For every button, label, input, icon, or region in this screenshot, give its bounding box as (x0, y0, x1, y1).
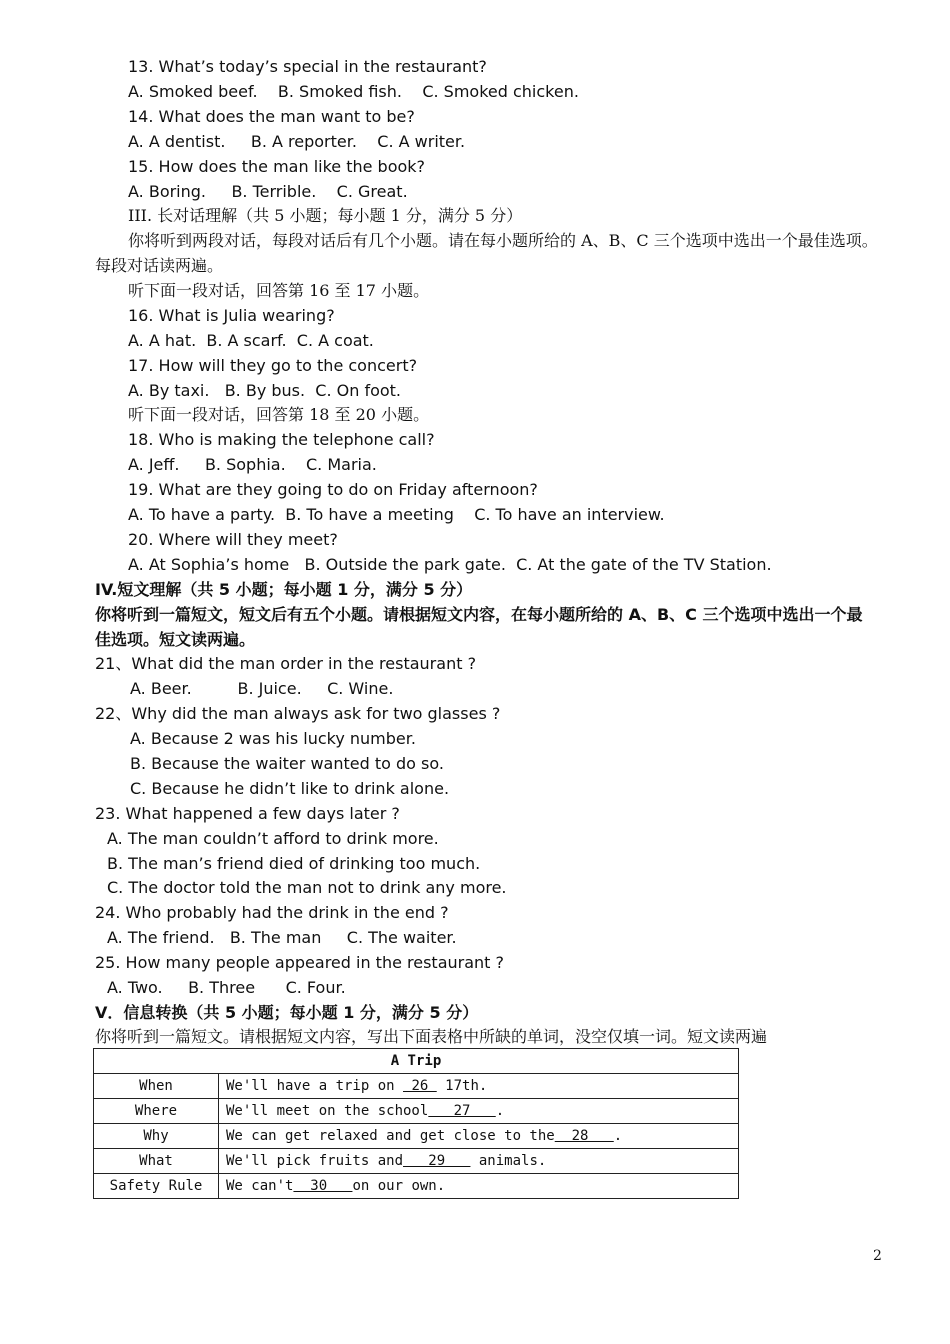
content-text: 17th. (436, 1078, 488, 1094)
table-row (94, 1099, 739, 1124)
text-line: 你将听到两段对话，每段对话后有几个小题。请在每小题所给的 A、B、C 三个选项中选出一个最佳选项。 (128, 231, 878, 250)
text-line: A. A dentist. B. A reporter. C. A writer. (128, 132, 466, 151)
text-line: A. Two. B. Three C. Four. (107, 978, 346, 997)
text-line: 每段对话读两遍。 (95, 256, 224, 275)
text-line: 23. What happened a few days later ? (95, 804, 400, 823)
row-label: Why (94, 1124, 219, 1149)
text-line: A. Because 2 was his lucky number. (130, 729, 416, 748)
row-content (219, 1124, 739, 1149)
row-label: What (94, 1149, 219, 1174)
table-title: A Trip (94, 1049, 739, 1074)
text-line: 你将听到一篇短文，短文后有五个小题。请根据短文内容，在每小题所给的 A、B、C 三个选项中选出一个最 (95, 605, 863, 624)
text-line: 18. Who is making the telephone call? (128, 430, 435, 449)
text-line: A. The man couldn’t afford to drink more. (107, 829, 439, 848)
text-line: 你将听到一篇短文。请根据短文内容，写出下面表格中所缺的单词，没空仅填一词。短文读两遍 (95, 1027, 768, 1046)
text-line: 13. What’s today’s special in the restaurant? (128, 57, 487, 76)
table-row (94, 1174, 739, 1199)
answer-blank: 28 (554, 1128, 614, 1144)
text-line: IV.短文理解（共 5 小题；每小题 1 分，满分 5 分） (95, 580, 473, 599)
text-line: B. Because the waiter wanted to do so. (130, 754, 444, 773)
content-text: animals. (470, 1153, 547, 1169)
table-row (94, 1149, 739, 1174)
text-line: C. The doctor told the man not to drink any more. (107, 878, 507, 897)
text-line: 佳选项。短文读两遍。 (95, 630, 256, 649)
content-text: We can't (226, 1178, 294, 1194)
text-line: 19. What are they going to do on Friday afternoon? (128, 480, 538, 499)
text-line: 14. What does the man want to be? (128, 107, 415, 126)
text-line: A. Boring. B. Terrible. C. Great. (128, 182, 408, 201)
row-label: Safety Rule (94, 1174, 219, 1199)
text-line: A. By taxi. B. By bus. C. On foot. (128, 381, 402, 400)
text-line: B. The man’s friend died of drinking too much. (107, 854, 481, 873)
text-line: C. Because he didn’t like to drink alone. (130, 779, 450, 798)
text-line: 25. How many people appeared in the restaurant ? (95, 953, 505, 972)
answer-blank: 26 (403, 1078, 437, 1094)
content-text: . (495, 1103, 505, 1119)
text-line: 17. How will they go to the concert? (128, 356, 418, 375)
content-text: We'll pick fruits and (226, 1153, 404, 1169)
content-text: We'll meet on the school (226, 1103, 429, 1119)
text-line: 15. How does the man like the book? (128, 157, 426, 176)
text-line: 听下面一段对话，回答第 16 至 17 小题。 (128, 281, 430, 300)
table-row (94, 1074, 739, 1099)
text-line: A. A hat. B. A scarf. C. A coat. (128, 331, 374, 350)
trip-info-table (93, 1048, 739, 1199)
content-text: We'll have a trip on (226, 1078, 404, 1094)
content-text: We can get relaxed and get close to the (226, 1128, 555, 1144)
row-label: Where (94, 1099, 219, 1124)
text-line: A. Smoked beef. B. Smoked fish. C. Smoked chicken. (128, 82, 579, 101)
answer-blank: 30 (293, 1178, 353, 1194)
text-line: III. 长对话理解（共 5 小题；每小题 1 分，满分 5 分） (128, 206, 523, 225)
text-line: 听下面一段对话，回答第 18 至 20 小题。 (128, 405, 430, 424)
text-line: 22、Why did the man always ask for two glasses ? (95, 704, 501, 723)
answer-blank: 29 (403, 1153, 471, 1169)
content-text: . (613, 1128, 623, 1144)
text-line: 16. What is Julia wearing? (128, 306, 335, 325)
row-label: When (94, 1074, 219, 1099)
text-line: 20. Where will they meet? (128, 530, 338, 549)
text-line: A. The friend. B. The man C. The waiter. (107, 928, 457, 947)
text-line: 24. Who probably had the drink in the end ? (95, 903, 449, 922)
answer-blank: 27 (428, 1103, 496, 1119)
row-content (219, 1149, 739, 1174)
text-line: A. Beer. B. Juice. C. Wine. (130, 679, 394, 698)
text-line: V．信息转换（共 5 小题；每小题 1 分，满分 5 分） (95, 1003, 479, 1022)
table-row (94, 1124, 739, 1149)
text-line: A. To have a party. B. To have a meeting C. To have an interview. (128, 505, 665, 524)
row-content (219, 1074, 739, 1099)
row-content (219, 1099, 739, 1124)
text-line: A. Jeff. B. Sophia. C. Maria. (128, 455, 377, 474)
text-line: A. At Sophia’s home B. Outside the park gate. C. At the gate of the TV Station. (128, 555, 772, 574)
content-text: on our own. (352, 1178, 446, 1194)
text-line: 21、What did the man order in the restaurant ? (95, 654, 477, 673)
page-number: 2 (873, 1248, 882, 1264)
row-content (219, 1174, 739, 1199)
